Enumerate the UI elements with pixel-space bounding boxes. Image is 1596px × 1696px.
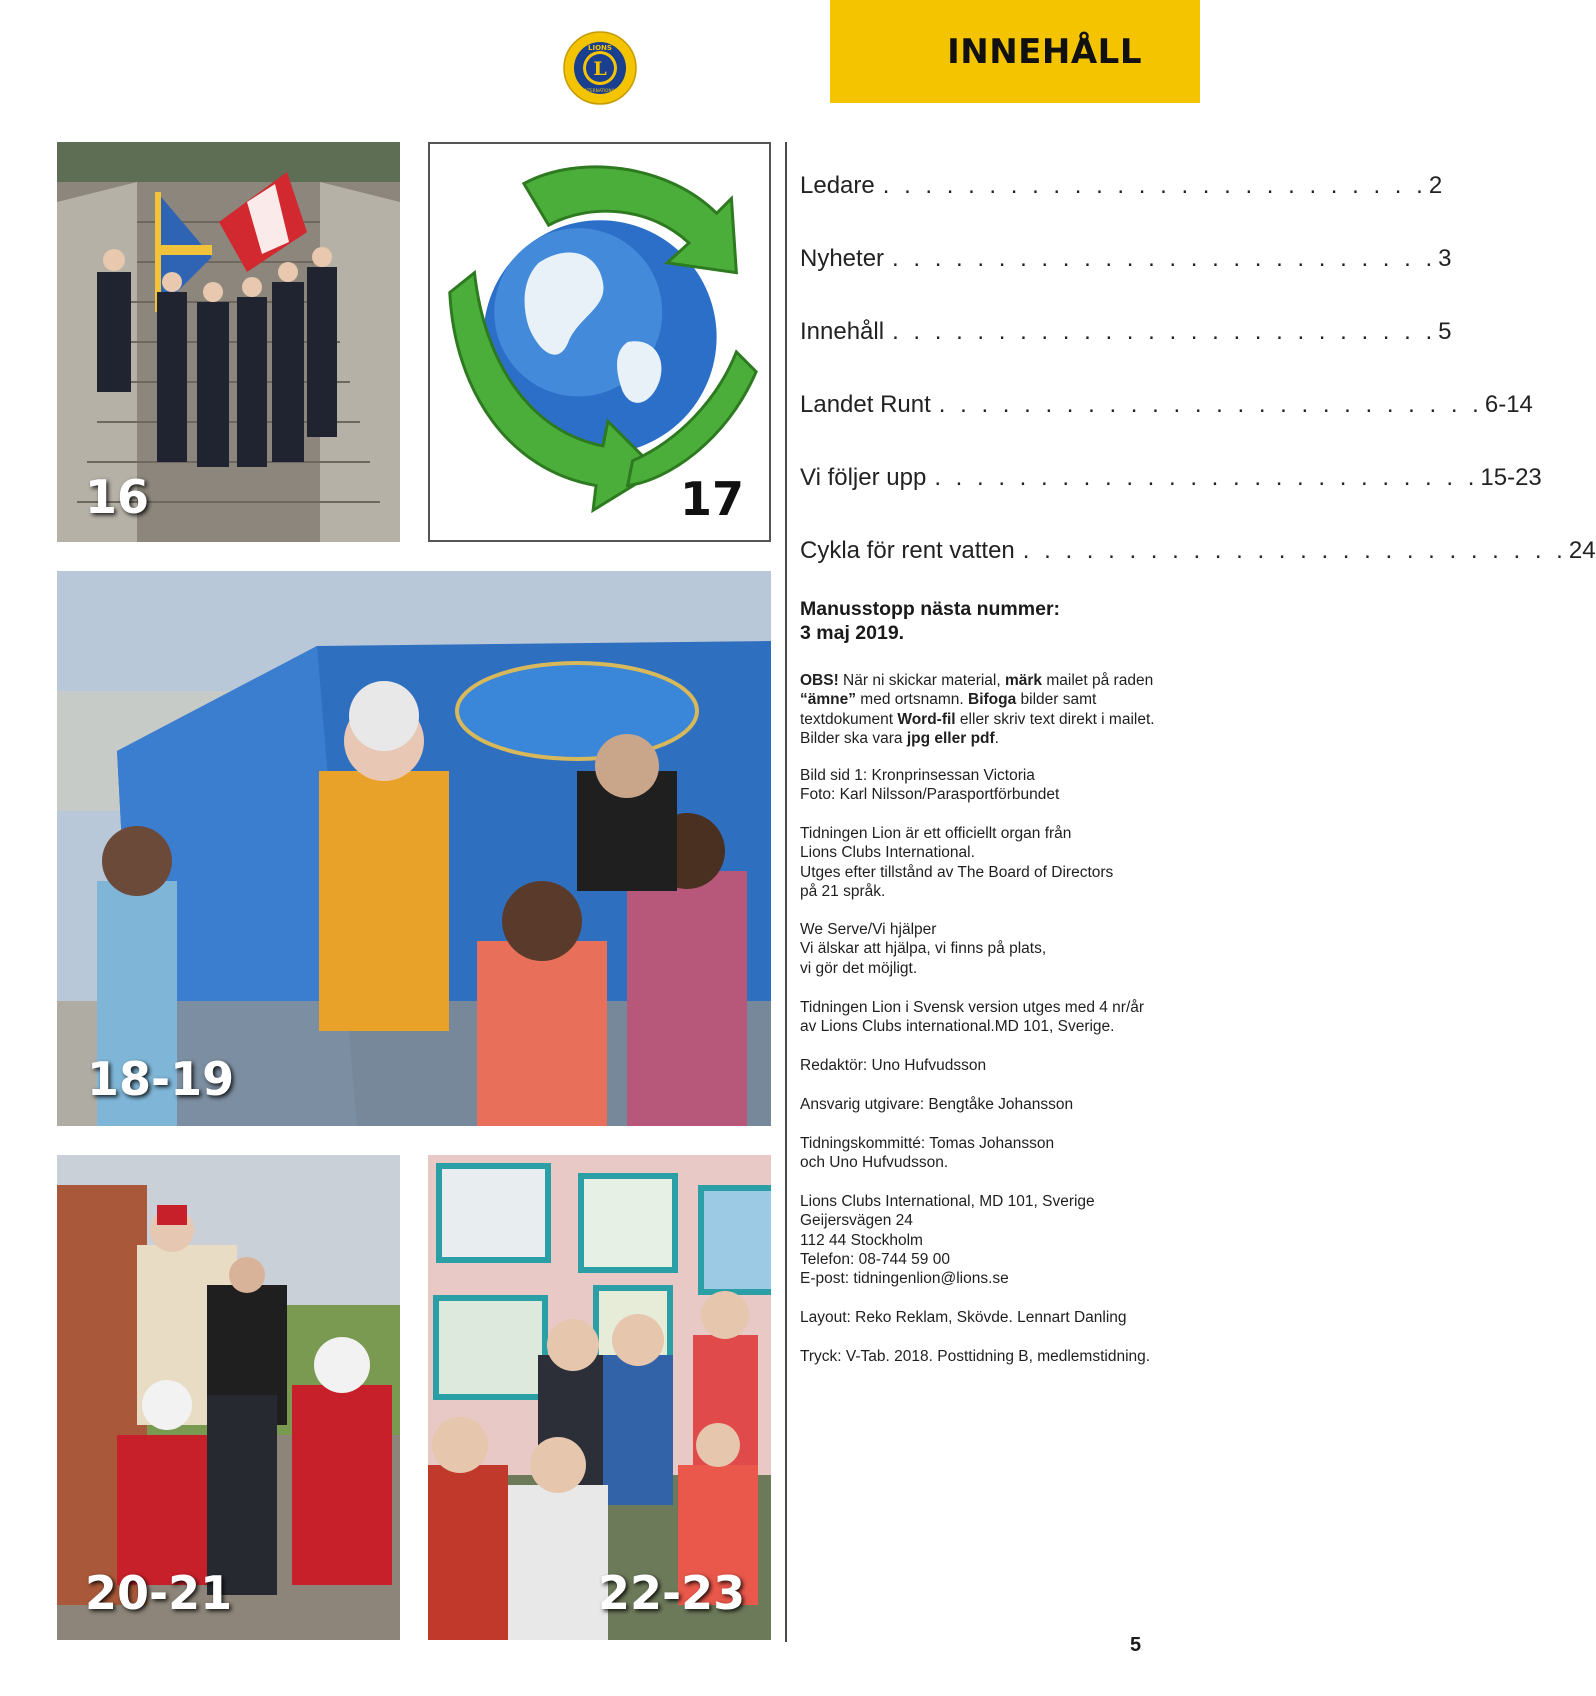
table-of-contents xyxy=(800,172,1596,610)
toc-leader: . . . . . . . . . . . . . . . . . . . . . . . . . . xyxy=(892,245,1437,272)
photo-number: 22-23 xyxy=(598,1566,746,1620)
page-number: 5 xyxy=(1130,1634,1142,1656)
svg-text:LIONS: LIONS xyxy=(588,44,612,52)
svg-text:L: L xyxy=(593,58,607,80)
editor: Redaktör: Uno Hufvudsson xyxy=(800,1057,987,1074)
layout-credit: Layout: Reko Reklam, Skövde. Lennart Danling xyxy=(800,1309,1127,1326)
toc-entry[interactable] xyxy=(800,464,1542,537)
publisher: Ansvarig utgivare: Bengtåke Johansson xyxy=(800,1096,1074,1113)
obs-paragraph: OBS! När ni skickar material, märk mailet på raden “ämne” med ortsnamn. Bifoga bilder samt textdokument Word-fil eller skriv text direkt i mailet. Bilder ska vara jpg eller pdf. xyxy=(800,672,1155,747)
toc-title: Landet Runt xyxy=(800,391,931,418)
header-tab xyxy=(830,0,1200,103)
column-divider xyxy=(785,142,787,1642)
photo-20-21 xyxy=(57,1155,400,1640)
toc-title: Cykla för rent vatten xyxy=(800,537,1015,564)
email-link[interactable]: E-post: tidningenlion@lions.se xyxy=(800,1270,1009,1288)
toc-entry[interactable] xyxy=(800,391,1533,464)
committee: Tidningskommitté: Tomas Johansson och Uno Hufvudsson. xyxy=(800,1135,1055,1172)
toc-entry[interactable] xyxy=(800,172,1443,245)
photo-number: 18-19 xyxy=(87,1052,235,1106)
edition-info: Tidningen Lion i Svensk version utges med 4 nr/år av Lions Clubs international.MD 101, Sverige. xyxy=(800,999,1145,1036)
photo-number: 17 xyxy=(680,472,745,526)
page-title: INNEHÅLL xyxy=(947,31,1142,72)
toc-title: Vi följer upp xyxy=(800,464,927,491)
deadline-notice xyxy=(800,597,1060,645)
obs-label: OBS! xyxy=(800,672,839,689)
photo-credits: Bild sid 1: Kronprinsessan Victoria Foto: Karl Nilsson/Parasportförbundet xyxy=(800,767,1060,804)
deadline-date: 3 maj 2019. xyxy=(800,622,905,644)
photo-number: 16 xyxy=(85,470,150,524)
toc-page: 3 xyxy=(1438,245,1452,272)
photo-16 xyxy=(57,142,400,542)
photo-number: 20-21 xyxy=(85,1566,233,1620)
contact-address: Lions Clubs International, MD 101, Sverige Geijersvägen 24 112 44 Stockholm Telefon: 08-744 59 00 E-post: tidningenlion@lions.se xyxy=(800,1192,1180,1288)
toc-page: 15-23 xyxy=(1480,464,1542,491)
toc-leader: . . . . . . . . . . . . . . . . . . . . . . . . . . xyxy=(882,172,1427,199)
toc-leader: . . . . . . . . . . . . . . . . . . . . . . . . . . xyxy=(938,391,1483,418)
toc-title: Nyheter xyxy=(800,245,885,272)
toc-page: 5 xyxy=(1438,318,1452,345)
photo-18-19 xyxy=(57,571,771,1126)
motto: We Serve/Vi hjälper Vi älskar att hjälpa, vi finns på plats, vi gör det möjligt. xyxy=(800,921,1047,977)
toc-leader: . . . . . . . . . . . . . . . . . . . . . . . . . . xyxy=(1022,537,1567,564)
svg-text:INTERNATIONAL: INTERNATIONAL xyxy=(583,88,617,93)
toc-page: 24 xyxy=(1568,537,1596,564)
toc-page: 6-14 xyxy=(1484,391,1533,418)
organ-statement: Tidningen Lion är ett officiellt organ från Lions Clubs International. Utges efter tillstånd av The Board of Directors på 21 språk. xyxy=(800,825,1114,900)
print-credit: Tryck: V-Tab. 2018. Posttidning B, medlemstidning. xyxy=(800,1348,1151,1365)
toc-title: Ledare xyxy=(800,172,875,199)
toc-leader: . . . . . . . . . . . . . . . . . . . . . . . . . . xyxy=(892,318,1437,345)
toc-title: Innehåll xyxy=(800,318,885,345)
lions-logo xyxy=(562,30,638,106)
toc-page: 2 xyxy=(1428,172,1443,199)
toc-entry[interactable] xyxy=(800,318,1452,391)
toc-leader: . . . . . . . . . . . . . . . . . . . . . . . . . . xyxy=(934,464,1479,491)
photo-22-23 xyxy=(428,1155,771,1640)
photo-17 xyxy=(428,142,771,542)
deadline-line: Manusstopp nästa nummer: xyxy=(800,598,1061,620)
toc-entry[interactable] xyxy=(800,245,1452,318)
